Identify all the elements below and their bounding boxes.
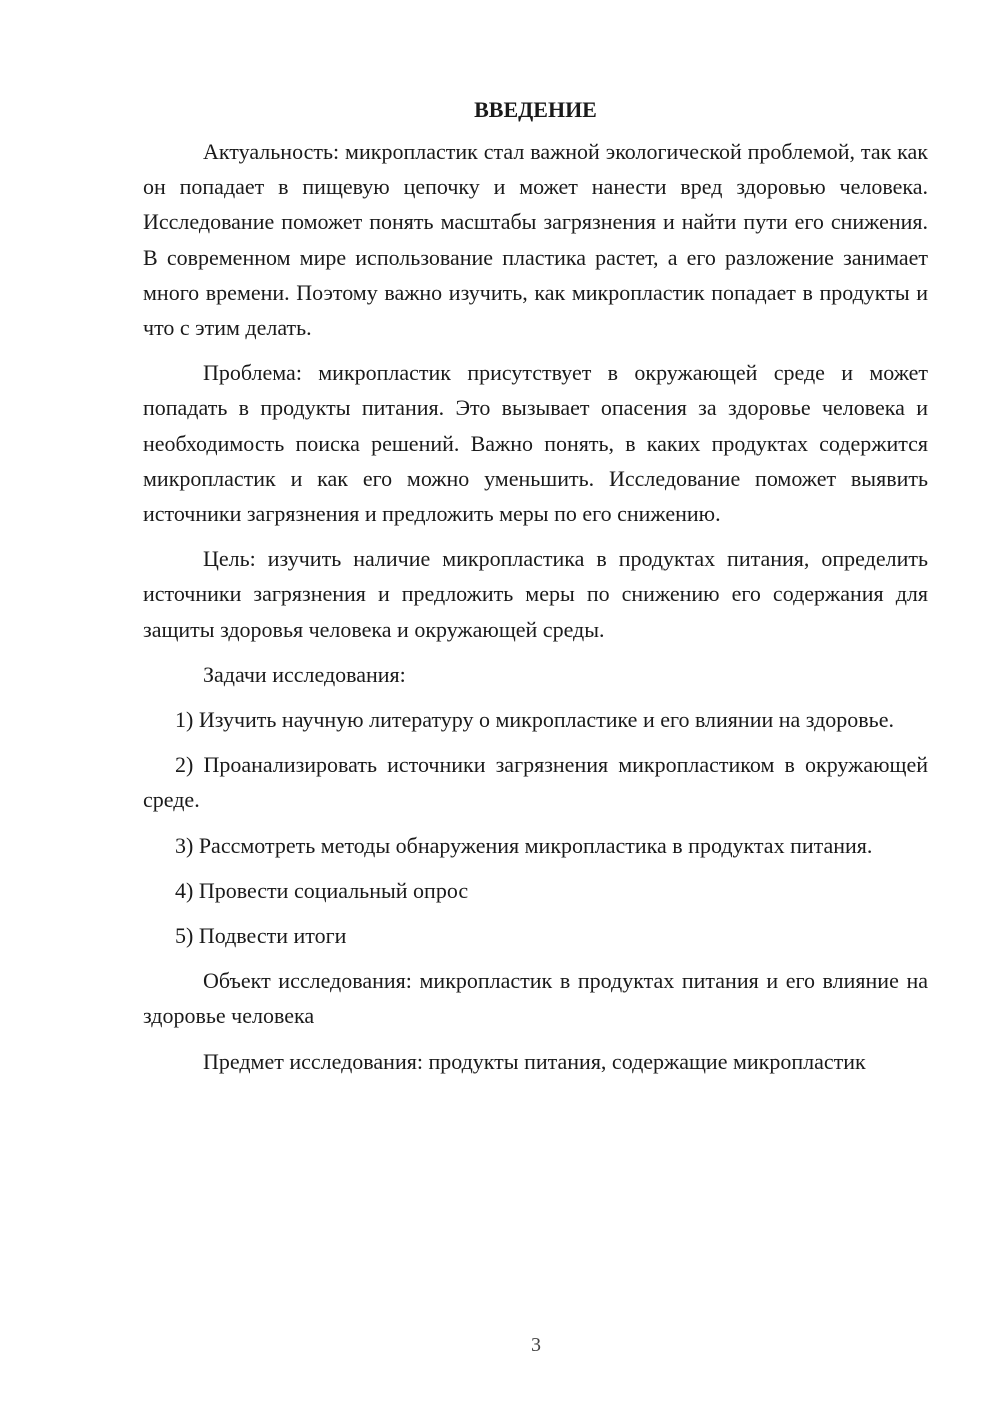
page-title: ВВЕДЕНИЕ	[474, 97, 597, 122]
relevance-paragraph: Актуальность: микропластик стал важной экологической проблемой, так как он попадает в пищевую цепочку и может нанести вред здоровью человека. Исследование поможет понять масштабы загрязнения и найти пути его снижения. В современном мире использование пластика растет, а его разложение занимает много времени. Поэтому важно изучить, как микропластик попадает в продукты и что с этим делать.	[143, 139, 928, 341]
task-item-3: 3) Рассмотреть методы обнаружения микропластика в продуктах питания.	[175, 832, 873, 858]
task-item-1: 1) Изучить научную литературу о микропластике и его влиянии на здоровье.	[175, 707, 894, 733]
problem-paragraph: Проблема: микропластик присутствует в окружающей среде и может попадать в продукты питания. Это вызывает опасения за здоровье человека и необходимость поиска решений. Важно понять, в каких продуктах содержится микропластик и как его можно уменьшить. Исследование поможет выявить источники загрязнения и предложить меры по его снижению.	[143, 360, 928, 527]
page-number: 3	[531, 1334, 541, 1356]
task-item-2: 2) Проанализировать источники загрязнения микропластиком в окружающей среде.	[143, 752, 928, 813]
object-paragraph: Объект исследования: микропластик в продуктах питания и его влияние на здоровье человека	[143, 968, 928, 1029]
task-item-4: 4) Провести социальный опрос	[175, 877, 469, 903]
tasks-heading: Задачи исследования:	[203, 661, 406, 687]
subject-paragraph: Предмет исследования: продукты питания, содержащие микропластик	[203, 1048, 866, 1074]
goal-paragraph: Цель: изучить наличие микропластика в продуктах питания, определить источники загрязнения и предложить меры по снижению его содержания для защиты здоровья человека и окружающей среды.	[143, 546, 928, 642]
task-item-5: 5) Подвести итоги	[175, 923, 347, 949]
document-body	[143, 96, 928, 1089]
